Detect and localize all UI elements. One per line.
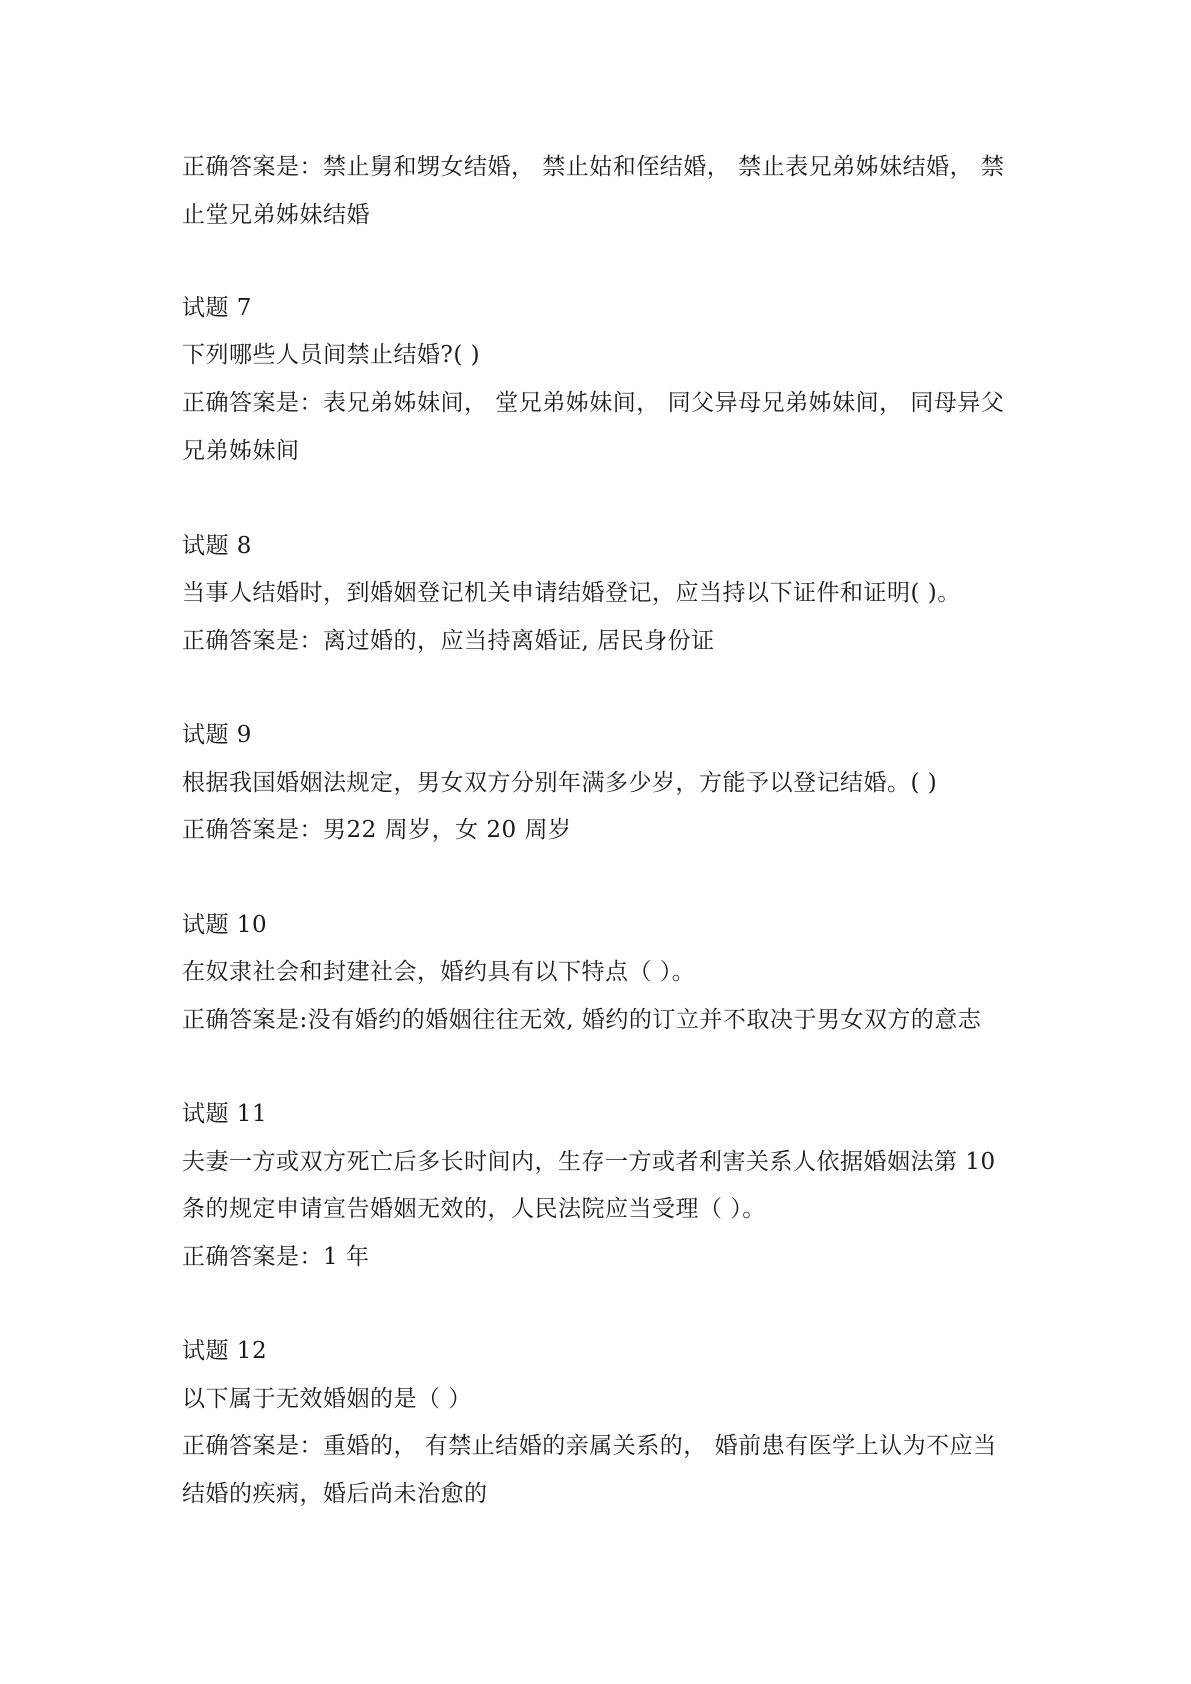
question-11-answer: 正确答案是：1 年 — [182, 1244, 370, 1270]
question-8-text: 当事人结婚时，到婚姻登记机关申请结婚登记，应当持以下证件和证明( )。 — [182, 580, 961, 606]
question-7-answer-line-1: 正确答案是：表兄弟姊妹间， 堂兄弟姊妹间， 同父异母兄弟姊妹间， 同母异父 — [182, 390, 1005, 416]
question-10-title: 试题 10 — [182, 912, 268, 938]
prev-answer-line-2: 止堂兄弟姊妹结婚 — [182, 202, 370, 228]
question-12-answer-line-1: 正确答案是：重婚的， 有禁止结婚的亲属关系的， 婚前患有医学上认为不应当 — [182, 1433, 997, 1459]
prev-answer-line-1: 正确答案是：禁止舅和甥女结婚， 禁止姑和侄结婚， 禁止表兄弟姊妹结婚， 禁 — [182, 154, 1005, 180]
question-10-answer: 正确答案是:没有婚约的婚姻往往无效, 婚约的订立并不取决于男女双方的意志 — [182, 1007, 982, 1033]
question-12-title: 试题 12 — [182, 1338, 268, 1364]
question-7-answer-line-2: 兄弟姊妹间 — [182, 438, 300, 464]
question-12-text: 以下属于无效婚姻的是（ ） — [182, 1386, 472, 1412]
question-7-title: 试题 7 — [182, 295, 252, 321]
question-9-text: 根据我国婚姻法规定，男女双方分别年满多少岁，方能予以登记结婚。( ) — [182, 770, 938, 796]
question-8-answer: 正确答案是：离过婚的，应当持离婚证, 居民身份证 — [182, 628, 715, 654]
question-12-answer-line-2: 结婚的疾病，婚后尚未治愈的 — [182, 1481, 488, 1507]
question-11-text-line-2: 条的规定申请宣告婚姻无效的，人民法院应当受理（ ）。 — [182, 1196, 766, 1222]
question-10-text: 在奴隶社会和封建社会，婚约具有以下特点（ ）。 — [182, 959, 696, 985]
question-9-title: 试题 9 — [182, 722, 252, 748]
question-11-title: 试题 11 — [182, 1101, 268, 1127]
question-7-text: 下列哪些人员间禁止结婚?( ) — [182, 342, 481, 368]
question-9-answer: 正确答案是：男22 周岁，女 20 周岁 — [182, 817, 572, 843]
question-11-text-line-1: 夫妻一方或双方死亡后多长时间内，生存一方或者利害关系人依据婚姻法第 10 — [182, 1149, 996, 1175]
question-8-title: 试题 8 — [182, 533, 252, 559]
